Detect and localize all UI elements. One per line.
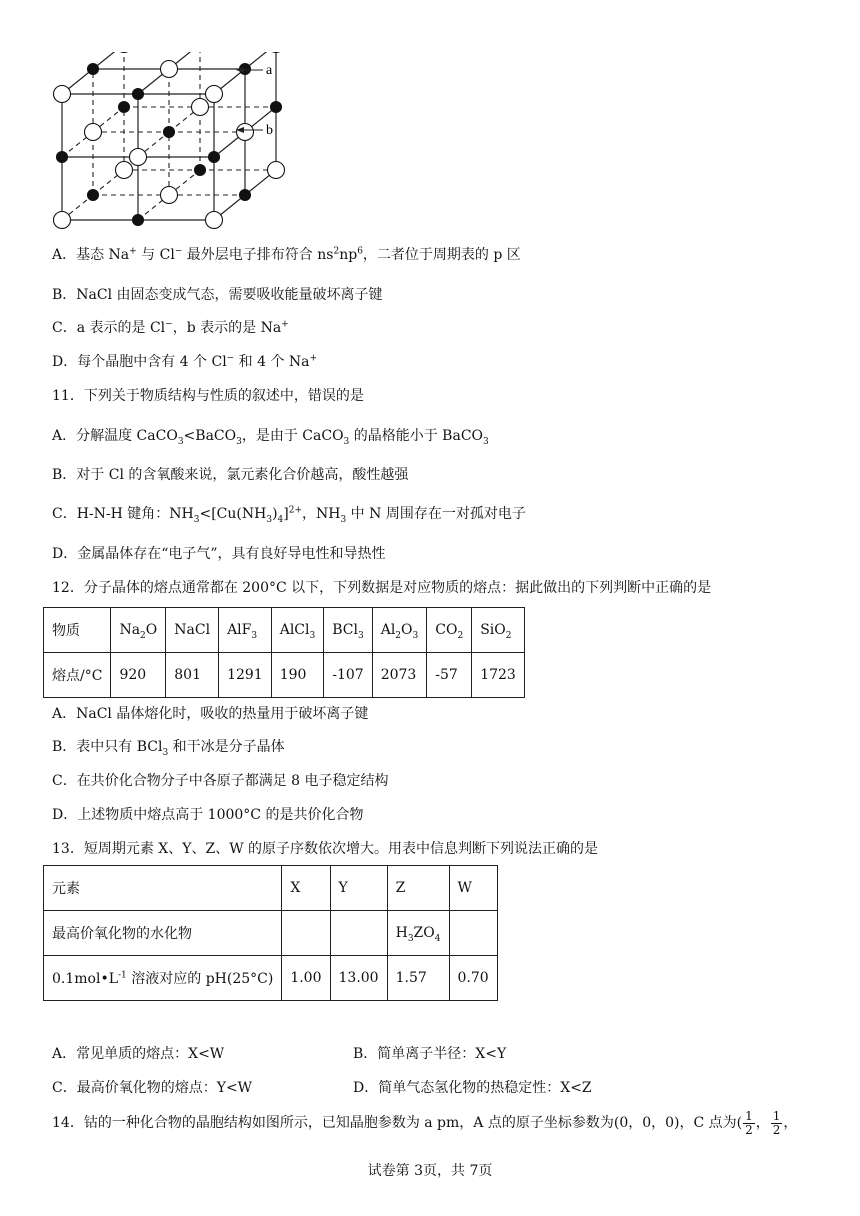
value-cell: 920 [111, 653, 166, 698]
chloride-ion [192, 99, 209, 116]
q13-stem: 13．短周期元素 X、Y、Z、W 的原子序数依次增大。用表中信息判断下列说法正确的是 [52, 841, 599, 857]
q11-stem: 11．下列关于物质结构与性质的叙述中，错误的是 [52, 388, 364, 404]
q12-option-a: A．NaCl 晶体熔化时，吸收的热量用于破坏离子键 [52, 706, 369, 722]
sodium-ion [133, 89, 144, 100]
sodium-ion [119, 102, 130, 113]
sodium-ion [240, 190, 251, 201]
value-cell: $H_3ZO_4$ [387, 911, 449, 956]
substance-cell: SiO$_2$ [472, 608, 525, 653]
chloride-ion [54, 212, 71, 229]
table-header-cell: 物质 [44, 608, 111, 653]
q10-option-c: C．a 表示的是 Cl−，b 表示的是 Na+ [52, 319, 289, 336]
q12-melting-point-table [43, 607, 525, 698]
chloride-ion [116, 162, 133, 179]
substance-cell: $CO_2$ [427, 608, 472, 653]
q12-option-c: C．在共价化合物分子中各原子都满足 8 电子稳定结构 [52, 773, 389, 789]
chloride-ion [85, 124, 102, 141]
chloride-ion [54, 86, 71, 103]
table-header-cell: 元素 [44, 866, 282, 911]
substance-cell: $Al_2O_3$ [372, 608, 427, 653]
value-cell [282, 911, 330, 956]
table-row [44, 911, 498, 956]
value-cell [449, 911, 497, 956]
value-cell: -57 [427, 653, 472, 698]
value-cell: -107 [324, 653, 372, 698]
substance-cell: NaCl [166, 608, 219, 653]
table-row [44, 956, 498, 1001]
nacl-crystal-figure [40, 52, 290, 237]
q11-option-b: B．对于 Cl 的含氧酸来说，氯元素化合价越高，酸性越强 [52, 467, 409, 483]
q13-option-d: D．简单气态氢化物的热稳定性：X<Z [353, 1080, 592, 1096]
sodium-ion [271, 102, 282, 113]
label-b: b [266, 123, 273, 138]
q13-element-table [43, 865, 498, 1001]
q14-stem: 14．钴的一种化合物的晶胞结构如图所示，已知晶胞参数为 a pm，A 点的原子坐标参数为(0，0，0)，C 点为( $\frac{1}{2}$ ， $\frac{1}{2}$ ， [52, 1108, 798, 1137]
q11-option-d: D．金属晶体存在“电子气”，具有良好导电性和导热性 [52, 546, 386, 562]
table-header-cell: Z [387, 866, 449, 911]
fraction: $\frac{1}{2}$ [772, 1108, 781, 1137]
table-row [44, 866, 498, 911]
label-a: a [266, 63, 273, 78]
value-cell: 190 [271, 653, 324, 698]
sodium-ion [88, 64, 99, 75]
q12-option-b: B．表中只有 BCl$_3$ 和干冰是分子晶体 [52, 739, 285, 758]
sodium-ion [57, 152, 68, 163]
chloride-ion [268, 52, 285, 53]
q11-option-c: C．H-N-H 键角：$NH_3<[Cu(NH_3)_4]^{2+}$，$NH_3$ 中 N 周围存在一对孤对电子 [52, 505, 526, 525]
table-row [44, 653, 525, 698]
q12-option-d: D．上述物质中熔点高于 1000°C 的是共价化合物 [52, 807, 364, 823]
table-row-label: 最高价氧化物的水化物 [44, 911, 282, 956]
q13-option-b: B．简单离子半径：X<Y [353, 1046, 507, 1062]
q13-option-c: C．最高价氧化物的熔点：Y<W [52, 1080, 253, 1096]
table-header-cell: W [449, 866, 497, 911]
sodium-ion [133, 215, 144, 226]
value-cell: 801 [166, 653, 219, 698]
value-cell: 1723 [472, 653, 525, 698]
chloride-ion [268, 162, 285, 179]
table-header-cell: X [282, 866, 330, 911]
sodium-ion [164, 127, 175, 138]
chloride-ion [130, 149, 147, 166]
value-cell: 2073 [372, 653, 427, 698]
chloride-ion [161, 61, 178, 78]
chloride-ion [206, 212, 223, 229]
q10-option-b: B．NaCl 由固态变成气态，需要吸收能量破坏离子键 [52, 287, 383, 303]
substance-cell: AlF$_3$ [219, 608, 272, 653]
chloride-ion [116, 52, 133, 53]
value-cell: 1.57 [387, 956, 449, 1001]
fraction: $\frac{1}{2}$ [745, 1108, 753, 1137]
substance-cell: AlCl$_3$ [271, 608, 324, 653]
value-cell: 0.70 [449, 956, 497, 1001]
sodium-ion [88, 190, 99, 201]
sodium-ion [209, 152, 220, 163]
q11-option-a: A．分解温度 CaCO$_3$<BaCO$_3$，是由于 CaCO$_3$ 的晶格能小于 BaCO$_3$ [52, 428, 489, 447]
table-row-label: $0.1mol•L^{-1}$ 溶液对应的 pH(25°C) [44, 956, 282, 1001]
page-footer: 试卷第 3页，共 7页 [367, 1163, 493, 1179]
sodium-ion [195, 165, 206, 176]
q10-option-a: A．基态 Na+ 与 Cl− 最外层电子排布符合 $ns^2np^6$，二者位于周期表的 p 区 [52, 246, 521, 263]
chloride-ion [161, 187, 178, 204]
value-cell: 13.00 [330, 956, 387, 1001]
q13-option-a: A．常见单质的熔点：X<W [52, 1046, 225, 1062]
value-cell [330, 911, 387, 956]
substance-cell: $Na_2O$ [111, 608, 166, 653]
table-row [44, 608, 525, 653]
table-row-label: 熔点/°C [44, 653, 111, 698]
chloride-ion [206, 86, 223, 103]
value-cell: 1291 [219, 653, 272, 698]
value-cell: 1.00 [282, 956, 330, 1001]
q12-stem: 12．分子晶体的熔点通常都在 200°C 以下，下列数据是对应物质的熔点：据此做出的下列判断中正确的是 [52, 580, 712, 596]
q10-option-d: D．每个晶胞中含有 4 个 Cl− 和 4 个 Na+ [52, 353, 318, 370]
chloride-ion [237, 124, 254, 141]
substance-cell: BCl$_3$ [324, 608, 372, 653]
table-header-cell: Y [330, 866, 387, 911]
